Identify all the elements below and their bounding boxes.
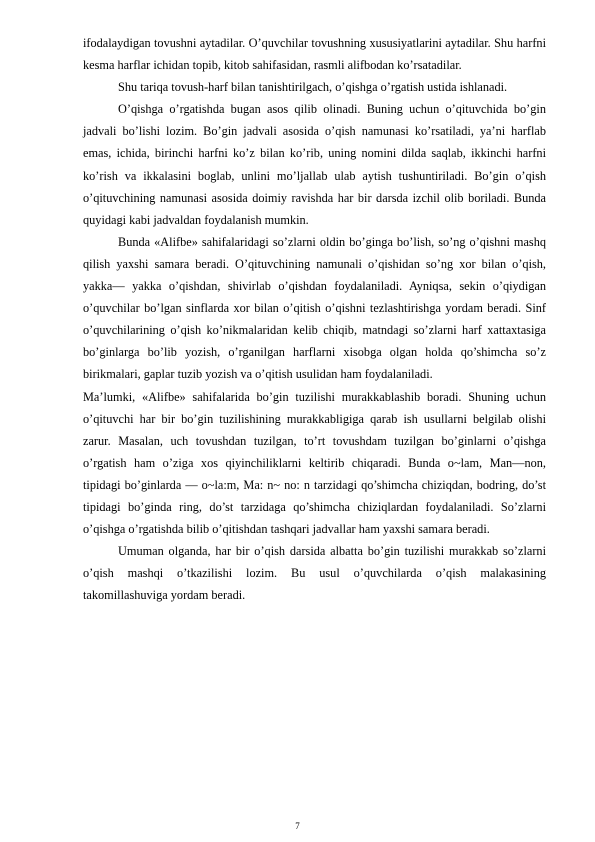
- document-body: [83, 32, 546, 606]
- paragraph-3: O’qishga o’rgatishda bugan asos qilib olinadi. Buning uchun o’qituvchida bo’gin jadvali bo’lishi lozim. Bo’gin jadvali asosida o’qish namunasi ko’rsatiladi, ya’ni harflab emas, ichida, birinchi harfni ko’z bilan ko’rib, uning nomini dilda saqlab, ikkinchi harfni ko’rish va ikkalasini boglab, unlini mo’ljallab ulab aytish tushuntiriladi. Bo’gin o’qish o’qituvchining namunasi asosida doimiy ravishda har bir darsda izchil olib boriladi. Bunda quyidagi kabi jadvaldan foydalanish mumkin.: [83, 102, 546, 227]
- page-number: 7: [295, 821, 300, 831]
- paragraph-5: Ma’lumki, «Alifbe» sahifalarida bo’gin tuzilishi murakkablashib boradi. Shuning uchun o’qituvchi har bir bo’gin tuzilishining murakkabligiga qarab ish usullarni belgilab olishi zarur. Masalan, uch tovushdan tuzilgan, to’rt tovushdam tuzilgan bo’ginlarni o’qishga o’rgatish ham o’ziga xos qiyinchiliklarni keltirib chiqaradi. Bunda o~lam, Man—non, tipidagi bo’ginlarda — o~la:m, Ma: n~ no: n tarzidagi qo’shimcha chiziqdan, bodring, do’st tipidagi bo’ginda ring, do’st tarzidaga qo’shimcha chiziqlardan foydalaniladi. So’zlarni o’qishga o’rgatishda bilib o’qitishdan tashqari jadvallar ham yaxshi samara beradi.: [83, 389, 546, 537]
- paragraph-1: ifodalaydigan tovushni aytadilar. O’quvchilar tovushning xususiyatlarini aytadilar. Shu harfni kesma harflar ichidan topib, kitob sahifasidan, rasmli alifbodan ko’rsatadilar.: [83, 36, 546, 73]
- paragraph-6: Umuman olganda, har bir o’qish darsida albatta bo’gin tuzilishi murakkab so’zlarni o’qish mashqi o’tkazilishi lozim. Bu usul o’quvchilarda o’qish malakasining takomillashuviga yordam beradi.: [83, 544, 546, 603]
- paragraph-2: Shu tariqa tovush-harf bilan tanishtirilgach, o’qishga o’rgatish ustida ishlanadi.: [118, 80, 508, 95]
- paragraph-4: Bunda «Alifbe» sahifalaridagi so’zlarni oldin bo’ginga bo’lish, so’ng o’qishni mashq qilish yaxshi samara beradi. O’qituvchining namunali o’qishidan so’ng xor bilan o’qish, yakka— yakka o’qishdan, shivirlab o’qishdan foydalaniladi. Ayniqsa, sekin o’qiydigan o’quvchilar bo’lgan sinflarda xor bilan o’qitish o’qishni tezlashtirishga yordam beradi. Sinf o’quvchilarining o’qish ko’nikmalaridan kelib chiqib, matndagi so’zlarni harf xattaxtasiga bo’ginlarga bo’lib yozish, o’rganilgan harflarni xisobga olgan holda qo’shimcha so’z birikmalari, gaplar tuzib yozish va o’qitish usulidan ham foydalaniladi.: [83, 234, 546, 382]
